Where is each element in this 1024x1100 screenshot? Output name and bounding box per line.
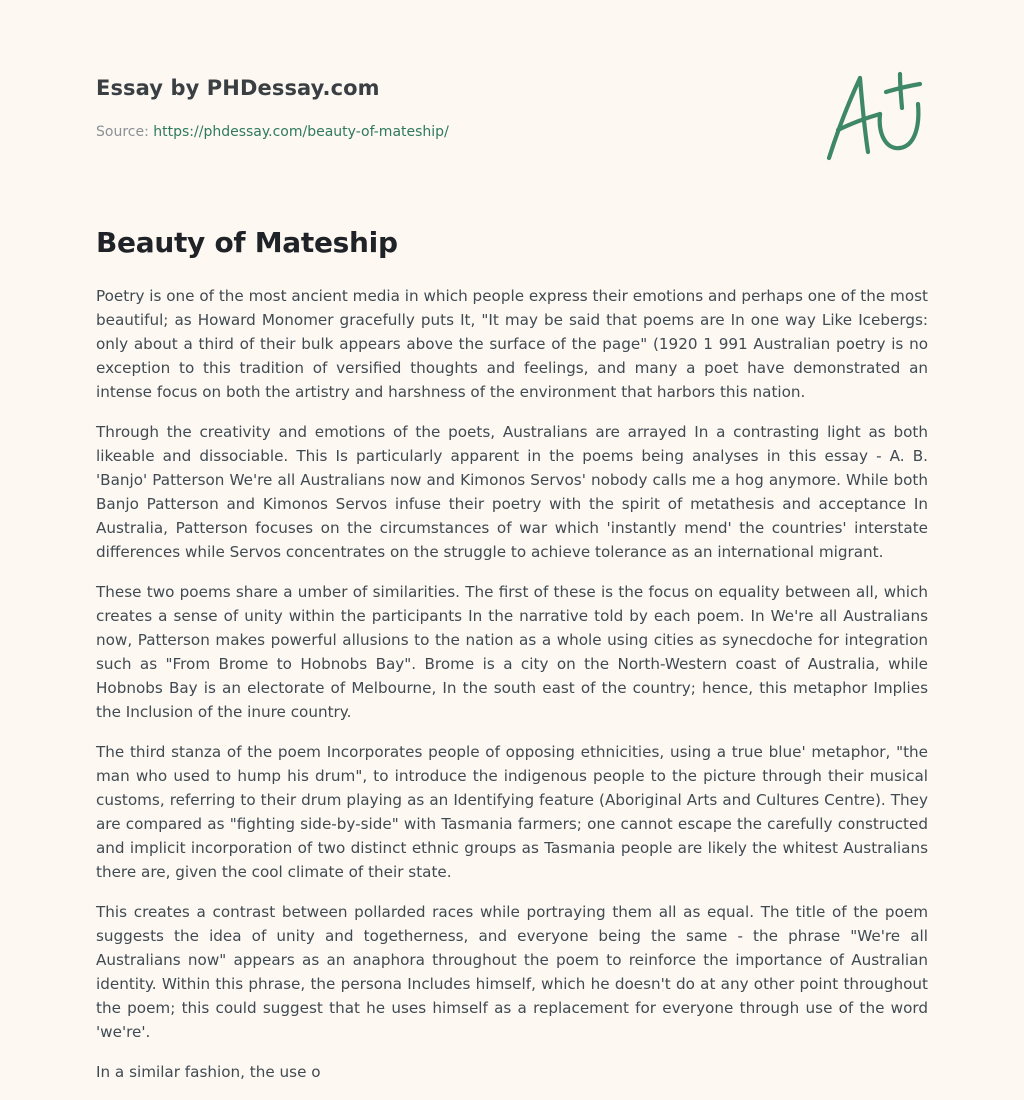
article-body <box>96 284 928 1100</box>
paragraph: The third stanza of the poem Incorporates people of opposing ethnicities, using a true blue' metaphor, "the man who used to hump his drum", to introduce the indigenous people to the picture through their musical customs, referring to their drum playing as an Identifying feature (Aboriginal Arts and Cultures Centre). They are compared as "fighting side-by-side" with Tasmania farmers; one cannot escape the carefully constructed and implicit incorporation of two distinct ethnic groups as Tasmania people are likely the whitest Australians there are, given the cool climate of their state. <box>96 743 928 881</box>
source-link[interactable]: https://phdessay.com/beauty-of-mateship/ <box>153 124 449 140</box>
site-header <box>96 76 928 140</box>
source-line <box>96 124 449 140</box>
paragraph: This creates a contrast between pollarded races while portraying them all as equal. The title of the poem suggests the idea of unity and togetherness, and everyone being the same - the phrase "We're all Australians now" appears as an anaphora throughout the poem to reinforce the importance of Australian identity. Within this phrase, the persona Includes himself, which he doesn't do at any other point throughout the poem; this could suggest that he uses himself as a replacement for everyone through use of the word 'we're'. <box>96 903 928 1041</box>
paragraph: Through the creativity and emotions of the poets, Australians are arrayed In a contrasting light as both likeable and dissociable. This Is particularly apparent in the poems being analyses in this essay - A. B. 'Banjo' Patterson We're all Australians now and Kimonos Servos' nobody calls me a hog anymore. While both Banjo Patterson and Kimonos Servos infuse their poetry with the spirit of metathesis and acceptance In Australia, Patterson focuses on the circumstances of war which 'instantly mend' the countries' interstate differences while Servos concentrates on the struggle to achieve tolerance as an international migrant. <box>96 423 928 561</box>
source-label: Source: <box>96 124 149 140</box>
a-plus-grade-icon <box>820 64 930 164</box>
page-title: Beauty of Mateship <box>96 226 398 259</box>
paragraph: In a similar fashion, the use o <box>96 1063 321 1081</box>
paragraph: These two poems share a umber of similarities. The first of these is the focus on equality between all, which creates a sense of unity within the participants In the narrative told by each poem. In We're all Australians now, Patterson makes powerful allusions to the nation as a whole using cities as synecdoche for integration such as "From Brome to Hobnobs Bay". Brome is a city on the North-Western coast of Australia, while Hobnobs Bay is an electorate of Melbourne, In the south east of the country; hence, this metaphor Implies the Inclusion of the inure country. <box>96 583 928 721</box>
brand-title: Essay by PHDessay.com <box>96 76 380 100</box>
paragraph: Poetry is one of the most ancient media in which people express their emotions and perhaps one of the most beautiful; as Howard Monomer gracefully puts It, "It may be said that poems are In one way Like Icebergs: only about a third of their bulk appears above the surface of the page" (1920 1 991 Australian poetry is no exception to this tradition of versified thoughts and feelings, and many a poet have demonstrated an intense focus on both the artistry and harshness of the environment that harbors this nation. <box>96 287 928 401</box>
